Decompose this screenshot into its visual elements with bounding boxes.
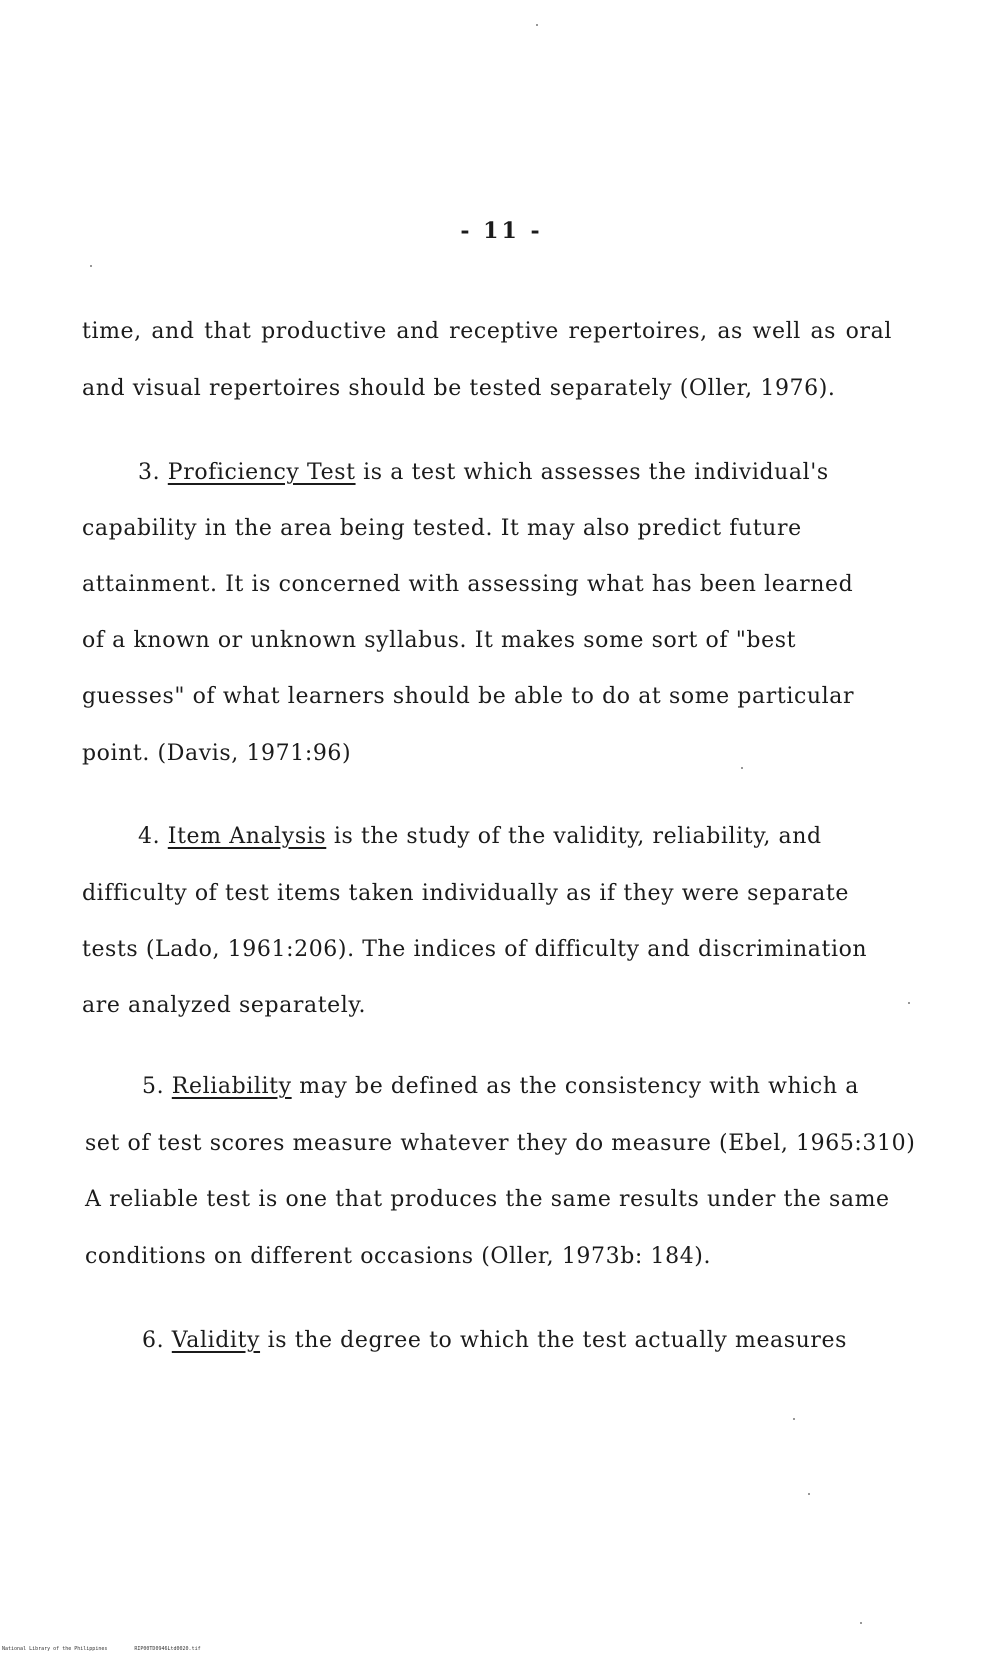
term-proficiency-test: Proficiency Test bbox=[167, 460, 356, 485]
paragraph-line: difficulty of test items taken individually as if they were separate bbox=[82, 881, 849, 906]
term-reliability: Reliability bbox=[171, 1074, 292, 1099]
item-number: 5. bbox=[142, 1074, 165, 1099]
item-4-first-line bbox=[138, 823, 822, 851]
paragraph-line: time, and that productive and receptive repertoires, as well as oral bbox=[82, 319, 892, 344]
paragraph-line: conditions on different occasions (Oller, 1973b: 184). bbox=[85, 1244, 712, 1269]
item-6-first-line bbox=[142, 1327, 847, 1355]
item-5-first-line bbox=[142, 1073, 859, 1101]
scan-speck bbox=[860, 1622, 862, 1624]
item-number: 3. bbox=[138, 460, 161, 485]
term-item-analysis: Item Analysis bbox=[167, 824, 327, 849]
paragraph-line: set of test scores measure whatever they do measure (Ebel, 1965:310) bbox=[85, 1131, 916, 1156]
file-label: RIP00TD0946Ltd0020.tif bbox=[134, 1646, 201, 1652]
paragraph-line: A reliable test is one that produces the same results under the same bbox=[85, 1187, 890, 1212]
paragraph-line: tests (Lado, 1961:206). The indices of difficulty and discrimination bbox=[82, 937, 868, 962]
paragraph-line: guesses" of what learners should be able to do at some particular bbox=[82, 684, 855, 709]
paragraph-line: capability in the area being tested. It may also predict future bbox=[82, 516, 802, 541]
paragraph-line: and visual repertoires should be tested separately (Oller, 1976). bbox=[82, 376, 836, 401]
page-number: - 11 - bbox=[460, 218, 543, 244]
library-label: National Library of the Philippines bbox=[2, 1646, 108, 1652]
definition-text: is the study of the validity, reliability, and bbox=[326, 824, 822, 849]
term-validity: Validity bbox=[171, 1328, 261, 1353]
scan-speck bbox=[908, 1002, 910, 1004]
scan-speck bbox=[741, 767, 743, 769]
scan-speck bbox=[90, 265, 92, 267]
item-3-first-line bbox=[138, 459, 829, 487]
scan-speck bbox=[536, 24, 538, 26]
definition-text: may be defined as the consistency with which a bbox=[291, 1074, 859, 1099]
item-number: 6. bbox=[142, 1328, 165, 1353]
definition-text: is the degree to which the test actually measures bbox=[260, 1328, 848, 1353]
paragraph-line: of a known or unknown syllabus. It makes some sort of "best bbox=[82, 628, 797, 653]
scan-footer bbox=[2, 1646, 225, 1652]
paragraph-line: attainment. It is concerned with assessing what has been learned bbox=[82, 572, 854, 597]
paragraph-line: point. (Davis, 1971:96) bbox=[82, 741, 352, 766]
definition-text: is a test which assesses the individual's bbox=[355, 460, 829, 485]
paragraph-line: are analyzed separately. bbox=[82, 993, 367, 1018]
item-number: 4. bbox=[138, 824, 161, 849]
scan-speck bbox=[808, 1493, 810, 1495]
scan-speck bbox=[793, 1418, 795, 1420]
